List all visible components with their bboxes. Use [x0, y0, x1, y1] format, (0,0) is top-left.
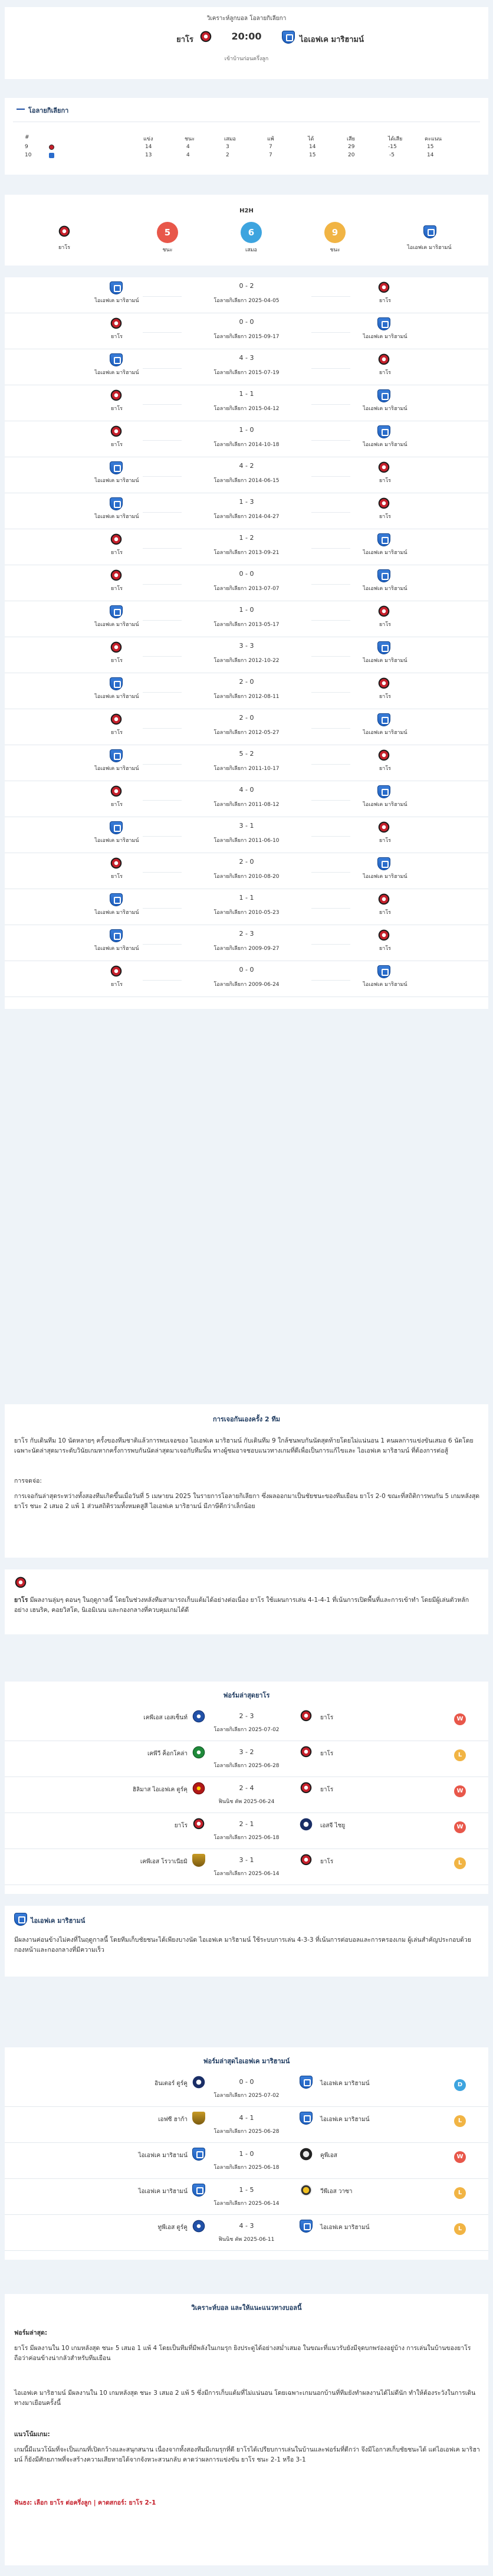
h2h-home-logo[interactable]	[58, 225, 71, 238]
match-date: โอลายกิเลียกา 2025-04-05	[182, 296, 311, 304]
away-wins-label: ชนะ	[330, 247, 340, 253]
right-team-logo	[377, 569, 390, 582]
left-team-logo	[110, 569, 123, 582]
right-team-logo	[300, 1818, 313, 1831]
left-team-logo	[192, 1818, 205, 1831]
left-team-name: ไอเอฟเค มาริฮามน์	[94, 910, 139, 916]
match-date: โอลายกิเลียกา 2025-06-28	[213, 2129, 280, 2135]
league-name[interactable]: โอลายกิเลียกา	[28, 107, 69, 114]
match-header	[5, 7, 488, 79]
right-team-name: ยาโร	[379, 910, 391, 916]
home-wins-count: 5	[157, 222, 178, 243]
right-team-name: ไอเอฟเค มาริฮามน์	[320, 2224, 370, 2231]
home-wins-label: ชนะ	[162, 247, 173, 253]
away-team-intro	[5, 1906, 488, 1977]
right-team-name: วีพีเอส วาซา	[320, 2188, 353, 2195]
left-team-name: ยาโร	[111, 406, 123, 412]
right-team-logo	[377, 461, 390, 474]
match-date: โอลายกิเลียกา 2025-06-14	[213, 2201, 280, 2207]
standings-header: # แข่ง ชนะ เสมอ แพ้ ได้ เสีย ได้เสีย คะแนน	[25, 135, 442, 142]
left-team-name: ไอเอฟเค มาริฮามน์	[94, 694, 139, 700]
match-score: 3 - 1	[239, 822, 254, 830]
match-date: โอลายกิเลียกา 2015-07-19	[182, 368, 311, 376]
match-score: 0 - 0	[239, 570, 254, 578]
standings-row-home[interactable]: 9 14 4 3 7 14 29 -15 15	[25, 144, 434, 150]
h2h-match-row[interactable]	[5, 601, 488, 637]
left-team-logo	[110, 821, 123, 834]
right-team-name: ยาโร	[320, 1715, 334, 1721]
match-score: 4 - 3	[239, 2222, 254, 2230]
match-date: โอลายกิเลียกา 2013-05-17	[182, 620, 311, 628]
right-team-name: ยาโร	[379, 766, 391, 772]
left-team-logo	[110, 353, 123, 366]
right-team-name: ไอเอฟเค มาริฮามน์	[363, 442, 407, 448]
right-team-name: ยาโร	[379, 514, 391, 520]
right-team-logo	[377, 893, 390, 906]
away-intro-text: มีผลงานค่อนข้างไม่คงที่ในฤดูกาลนี้ โดยทีมเก็บชัยชนะได้เพียงบางนัด ไอเอฟเค มาริฮามน์ ใช้ระบบการเล่น 4-3-3 ที่เน้นการต่อบอลและการครองเกม ผู้เล่นสำคัญประกอบด้วยกองหน้าและกองกลางที่มีความเร็ว	[14, 1936, 471, 1954]
left-team-name: เคพีเอส โรวาเนียมิ	[140, 1859, 188, 1865]
result-badge: L	[454, 1857, 466, 1869]
right-team-name: ยาโร	[379, 946, 391, 952]
left-team-name: ยาโร	[111, 334, 123, 340]
h2h-analysis-heading: การจดจ่อ:	[14, 1477, 42, 1484]
h2h-analysis-text: ยาโร กับเดินทีม 10 นัดหลายๆ ครั้งของทีมชาติแล้วการพบเจอของ ไอเอฟเค มาริฮามน์ กับเดินทีม 9 ใกล้ชนพบกันนัดสุดท้ายโดยไม่แน่นอน 1 คนผลการแข่งขันเสมอ 6 นัดโดยเฉพาะนัดล่าสุดมาระดับวินัยเกมหากครั้งการพบกันนัดล่าสุดมาเจอกับทีมนั้น ทางผู้ชมอาจชอบแนวทางเกมที่ดีเพื่อเป็นการแก้ไขและ ไอเอฟเค มาริฮามน์ ที่ต้องการต่อสู้	[14, 1437, 474, 1454]
home-intro-team: ยาโร	[14, 1597, 28, 1604]
left-team-logo	[110, 677, 123, 690]
result-badge: L	[454, 2223, 466, 2235]
h2h-analysis-recent: การเจอกันล่าสุดระหว่างทั้งสองทีมเกิดขึ้นเมื่อวันที่ 5 เมษายน 2025 ในรายการโอลายกิเลียกา ซึ่งผลออกมาเป็นชัยชนะของทีมเยือน ยาโร 2-0 ขณะที่สถิติการพบกัน 5 เกมหลังสุด ยาโร ชนะ 2 เสมอ 2 แพ้ 1 ส่วนสถิติรวมทั้งหมดสูสี ไอเอฟเค มาริฮามน์ มีภาษีดีกว่าเล็กน้อย	[14, 1493, 480, 1510]
h2h-match-list	[5, 277, 488, 1009]
left-team-name: ไอเอฟเค มาริฮามน์	[94, 514, 139, 520]
right-team-logo	[377, 749, 390, 762]
match-date: โอลายกิเลียกา 2014-06-15	[182, 476, 311, 484]
right-team-name: คูพีเอส	[320, 2152, 337, 2159]
h2h-match-row[interactable]	[5, 673, 488, 709]
right-team-logo	[377, 425, 390, 438]
left-team-logo	[110, 929, 123, 942]
match-date: โอลายกิเลียกา 2012-05-27	[182, 728, 311, 736]
away-intro-team: ไอเอฟเค มาริฮามน์	[31, 1917, 86, 1925]
right-team-name: ยาโร	[379, 838, 391, 844]
right-team-name: ไอเอฟเค มาริฮามน์	[363, 982, 407, 988]
h2h-match-row[interactable]	[5, 421, 488, 457]
h2h-match-row[interactable]	[5, 313, 488, 349]
home-form-card	[5, 1682, 488, 1894]
left-team-logo	[110, 605, 123, 618]
left-team-logo	[110, 389, 123, 402]
match-date: ฟินนิช คัพ 2025-06-24	[218, 1799, 275, 1805]
match-date: โอลายกิเลียกา 2010-05-23	[182, 908, 311, 916]
right-team-logo	[300, 2112, 313, 2125]
right-team-name: ยาโร	[320, 1787, 334, 1793]
left-team-name: ทูพีเอส ตูร์คู	[157, 2224, 188, 2231]
match-date: โอลายกิเลียกา 2012-10-22	[182, 656, 311, 664]
match-score: 0 - 2	[239, 282, 254, 290]
match-date: โอลายกิเลียกา 2025-07-02	[213, 1727, 280, 1733]
form-match-row[interactable]	[5, 1813, 488, 1849]
final-away-form: ไอเอฟเค มาริฮามน์ มีผลงานใน 10 เกมหลังสุด ชนะ 3 เสมอ 2 แพ้ 5 ซึ่งมีการเก็บแต้มที่ไม่แน่นอน โดยเฉพาะเกมนอกบ้านที่ทีมยังทำผลงานได้ไม่ดีนัก ทำให้ต้องระวังในการเดินทางมาเยือนครั้งนี้	[14, 2390, 476, 2407]
match-score: 2 - 3	[239, 930, 254, 938]
match-date: โอลายกิเลียกา 2011-08-12	[182, 800, 311, 808]
right-team-name: ไอเอฟเค มาริฮามน์	[363, 874, 407, 880]
right-team-logo	[377, 605, 390, 618]
right-team-name: ยาโร	[379, 298, 391, 304]
right-team-name: ยาโร	[379, 370, 391, 376]
right-team-logo	[377, 389, 390, 402]
match-score: 2 - 3	[239, 1712, 254, 1720]
right-team-logo	[377, 929, 390, 942]
left-team-logo	[110, 749, 123, 762]
match-score: 1 - 0	[239, 2150, 254, 2158]
right-team-logo	[377, 317, 390, 330]
right-team-name: ไอเอฟเค มาริฮามน์	[363, 730, 407, 736]
h2h-match-row[interactable]	[5, 853, 488, 889]
left-team-logo	[192, 1746, 205, 1759]
left-team-logo	[110, 641, 123, 654]
h2h-match-row[interactable]	[5, 457, 488, 493]
left-team-name: อินเตอร์ ตูร์คู	[155, 2080, 188, 2087]
right-team-name: ไอเอฟเค มาริฮามน์	[363, 550, 407, 556]
match-score: 2 - 4	[239, 1784, 254, 1792]
left-team-name: ยาโร	[111, 802, 123, 808]
form-match-row[interactable]	[5, 1741, 488, 1777]
form-match-row[interactable]	[5, 2071, 488, 2107]
match-date: โอลายกิเลียกา 2025-06-18	[213, 1835, 280, 1841]
right-team-logo	[377, 497, 390, 510]
match-score: 1 - 0	[239, 426, 254, 434]
left-team-name: ยาโร	[174, 1823, 188, 1829]
match-date: โอลายกิเลียกา 2025-06-28	[213, 1763, 280, 1769]
match-date: โอลายกิเลียกา 2025-06-18	[213, 2165, 280, 2171]
left-team-logo	[192, 1782, 205, 1795]
h2h-title: H2H	[239, 208, 254, 214]
h2h-match-row[interactable]	[5, 277, 488, 313]
h2h-match-row[interactable]	[5, 817, 488, 853]
form-match-row[interactable]	[5, 2179, 488, 2215]
home-team-logo[interactable]	[199, 31, 212, 44]
right-team-name: ยาโร	[379, 694, 391, 700]
result-badge: L	[454, 1749, 466, 1761]
match-score: 1 - 3	[239, 498, 254, 506]
right-team-name: ไอเอฟเค มาริฮามน์	[363, 586, 407, 592]
h2h-match-row[interactable]	[5, 493, 488, 529]
match-score: 2 - 0	[239, 858, 254, 866]
result-badge: L	[454, 2187, 466, 2199]
left-team-name: เอฟซี ฮาก้า	[158, 2116, 188, 2123]
draws-count: 6	[241, 222, 262, 243]
h2h-match-row[interactable]	[5, 637, 488, 673]
match-date: โอลายกิเลียกา 2025-06-14	[213, 1871, 280, 1877]
match-score: 2 - 0	[239, 714, 254, 722]
match-date: โอลายกิเลียกา 2011-06-10	[182, 836, 311, 844]
left-team-logo	[192, 1854, 205, 1867]
h2h-analysis	[5, 1404, 488, 1558]
left-team-name: ยาโร	[111, 442, 123, 448]
match-date: โอลายกิเลียกา 2009-06-24	[182, 980, 311, 988]
match-date: โอลายกิเลียกา 2014-04-27	[182, 512, 311, 520]
left-team-logo	[192, 2184, 205, 2197]
standings-card	[5, 98, 488, 175]
right-team-name: ไอเอฟเค มาริฮามน์	[320, 2116, 370, 2123]
right-team-name: ไอเอฟเค มาริฮามน์	[363, 658, 407, 664]
h2h-match-row[interactable]	[5, 709, 488, 745]
home-small-logo	[49, 145, 54, 150]
h2h-match-row[interactable]	[5, 745, 488, 781]
left-team-name: ยาโร	[111, 730, 123, 736]
left-team-logo	[192, 2076, 205, 2089]
match-score: 4 - 2	[239, 462, 254, 470]
left-team-name: ไอเอฟเค มาริฮามน์	[138, 2152, 188, 2159]
result-badge: L	[454, 2115, 466, 2127]
match-score: 0 - 0	[239, 966, 254, 974]
left-team-name: ไอเอฟเค มาริฮามน์	[94, 370, 139, 376]
left-team-name: ไอเอฟเค มาริฮามน์	[138, 2188, 188, 2195]
right-team-logo	[300, 2220, 313, 2233]
match-score: 1 - 2	[239, 534, 254, 542]
right-team-name: ไอเอฟเค มาริฮามน์	[363, 802, 407, 808]
standings-table	[17, 135, 476, 160]
match-score: 1 - 1	[239, 390, 254, 398]
left-team-logo	[110, 281, 123, 294]
match-score: 4 - 0	[239, 786, 254, 794]
match-score: 3 - 3	[239, 642, 254, 650]
away-team-name[interactable]: ไอเอฟเค มาริฮามน์	[300, 35, 364, 44]
h2h-match-row[interactable]	[5, 925, 488, 961]
right-team-logo	[300, 1710, 313, 1723]
match-score: 2 - 1	[239, 1820, 254, 1828]
match-score: 4 - 1	[239, 2114, 254, 2122]
header-title: วิเคราะห์ลูกบอล โอลายกิเลียกา	[206, 15, 287, 22]
final-heading-form: ฟอร์มล่าสุด:	[14, 2329, 48, 2336]
left-team-logo	[110, 461, 123, 474]
right-team-logo	[377, 677, 390, 690]
match-score: 3 - 1	[239, 1856, 254, 1864]
match-date: โอลายกิเลียกา 2011-10-17	[182, 764, 311, 772]
away-small-logo	[49, 153, 54, 158]
match-date: โอลายกิเลียกา 2014-10-18	[182, 440, 311, 448]
match-score: 1 - 5	[239, 2186, 254, 2194]
left-team-logo	[110, 893, 123, 906]
form-match-row[interactable]	[5, 1849, 488, 1885]
right-team-logo	[377, 785, 390, 798]
league-flag-icon	[17, 106, 25, 112]
right-team-name: ยาโร	[320, 1859, 334, 1865]
match-score: 4 - 3	[239, 354, 254, 362]
form-match-row[interactable]	[5, 2107, 488, 2143]
away-intro-logo[interactable]	[14, 1913, 27, 1926]
left-team-name: เคพีเอส เอสเซ็นท์	[143, 1715, 188, 1721]
home-intro-desc: มีผลงานลุ่มๆ ดอนๆ ในฤดูกาลนี้ โดยในช่วงหลังทีมสามารถเก็บแต้มได้อย่างต่อเนื่อง ยาโร ใช้แผนการเล่น 4-1-4-1 ที่เน้นการเปิดพื้นที่และการเข้าทำ โดยมีผู้เล่นตัวหลักอย่าง เฮนริค, คอยวิสโต, นิเอมิเนน และกองกลางที่ควบคุมเกมได้ดี	[14, 1597, 469, 1614]
left-team-name: ฮิลิมาส ไอเอฟเค ตูร์คุ	[132, 1787, 188, 1793]
away-form-title: ฟอร์มล่าสุดไอเอฟเค มาริฮามน์	[203, 2057, 290, 2065]
left-team-logo	[192, 2112, 205, 2125]
left-team-logo	[110, 785, 123, 798]
right-team-logo	[377, 821, 390, 834]
final-title: วิเคราะห์บอล และให้แนะแนวทางบอลนี้	[191, 2304, 302, 2312]
result-badge: W	[454, 1785, 466, 1797]
left-team-logo	[110, 965, 123, 978]
home-intro-text	[14, 1595, 480, 1615]
match-date: โอลายกิเลียกา 2013-09-21	[182, 548, 311, 556]
form-match-row[interactable]	[5, 1705, 488, 1741]
h2h-match-row[interactable]	[5, 349, 488, 385]
right-team-logo	[300, 2184, 313, 2197]
left-team-logo	[110, 497, 123, 510]
match-score: 2 - 0	[239, 678, 254, 686]
right-team-name: ไอเอฟเค มาริฮามน์	[320, 2080, 370, 2087]
left-team-logo	[192, 2148, 205, 2161]
result-badge: W	[454, 1713, 466, 1725]
match-date: โอลายกิเลียกา 2012-08-11	[182, 692, 311, 700]
home-form-title: ฟอร์มล่าสุดยาโร	[223, 1692, 270, 1699]
right-team-logo	[377, 965, 390, 978]
h2h-match-row[interactable]	[5, 889, 488, 925]
final-tip: ฟันธง: เลือก ยาโร ต่อครึ่งลูก | คาดสกอร์: ยาโร 2-1	[14, 2499, 156, 2506]
right-team-logo	[300, 2076, 313, 2089]
result-badge: W	[454, 1821, 466, 1833]
h2h-analysis-title: การเจอกันเองครั้ง 2 ทีม	[213, 1415, 280, 1423]
left-team-name: ไอเอฟเค มาริฮามน์	[94, 622, 139, 628]
right-team-name: เอสจี ไชยู	[320, 1823, 346, 1829]
right-team-name: ยาโร	[379, 622, 391, 628]
match-score: 0 - 0	[239, 318, 254, 326]
left-team-name: ไอเอฟเค มาริฮามน์	[94, 946, 139, 952]
form-match-row[interactable]	[5, 2143, 488, 2179]
h2h-match-row[interactable]	[5, 781, 488, 817]
left-team-logo	[110, 425, 123, 438]
right-team-name: ไอเอฟเค มาริฮามน์	[363, 334, 407, 340]
h2h-match-row[interactable]	[5, 565, 488, 601]
right-team-logo	[300, 1782, 313, 1795]
right-team-logo	[377, 857, 390, 870]
h2h-home-name: ยาโร	[58, 245, 70, 251]
left-team-logo	[110, 713, 123, 726]
form-match-row[interactable]	[5, 1777, 488, 1813]
match-score: 0 - 0	[239, 2078, 254, 2086]
left-team-name: เคพีวี ค็อกโคล่า	[147, 1751, 188, 1757]
final-home-form: ยาโร มีผลงานใน 10 เกมหลังสุด ชนะ 5 เสมอ 1 แพ้ 4 โดยเป็นทีมที่มีพลังในเกมรุก ยิงประตูได้อย่างสม่ำเสมอ ในขณะที่แนวรับยังมีจุดบกพร่องอยู่บ้าง การเล่นในบ้านของยาโรถือว่าค่อนข้างน่ากลัวสำหรับทีมเยือน	[14, 2345, 471, 2362]
right-team-logo	[377, 353, 390, 366]
right-team-logo	[300, 1854, 313, 1867]
left-team-logo	[110, 317, 123, 330]
handicap-note: เข้าบ้านก่อนครึ่งลูก	[224, 56, 269, 62]
match-date: โอลายกิเลียกา 2025-07-02	[213, 2093, 280, 2099]
left-team-name: ไอเอฟเค มาริฮามน์	[94, 298, 139, 304]
h2h-away-name: ไอเอฟเค มาริฮามน์	[407, 245, 452, 251]
right-team-logo	[377, 641, 390, 654]
left-team-logo	[192, 1710, 205, 1723]
left-team-name: ไอเอฟเค มาริฮามน์	[94, 478, 139, 484]
match-score: 3 - 2	[239, 1748, 254, 1756]
h2h-match-row[interactable]	[5, 529, 488, 565]
match-date: โอลายกิเลียกา 2010-08-20	[182, 872, 311, 880]
left-team-name: ยาโร	[111, 982, 123, 988]
right-team-logo	[300, 1746, 313, 1759]
left-team-name: ยาโร	[111, 586, 123, 592]
home-team-intro	[5, 1569, 488, 1634]
result-badge: W	[454, 2151, 466, 2163]
right-team-logo	[377, 281, 390, 294]
h2h-match-row[interactable]	[5, 385, 488, 421]
h2h-match-row[interactable]	[5, 961, 488, 997]
final-heading-trend: แนวโน้มเกม:	[14, 2431, 50, 2438]
left-team-logo	[110, 857, 123, 870]
away-team-logo[interactable]	[282, 31, 295, 44]
right-team-name: ยาโร	[320, 1751, 334, 1757]
match-date: โอลายกิเลียกา 2009-09-27	[182, 944, 311, 952]
final-trend: เกมนี้มีแนวโน้มที่จะเป็นเกมที่เปิดกว้างและสนุกสนาน เนื่องจากทั้งสองทีมมีเกมรุกที่ดี ยาโรได้เปรียบการเล่นในบ้านและฟอร์มที่ดีกว่า จึงมีโอกาสเก็บชัยชนะได้ แต่ไอเอฟเค มาริฮามน์ ก็ยังมีศักยภาพที่จะสร้างความเสียหายได้จากจังหวะสวนกลับ คาดว่าผลการแข่งขัน ยาโร ชนะ 2-1 หรือ 3-1	[14, 2446, 480, 2463]
left-team-name: ไอเอฟเค มาริฮามน์	[94, 766, 139, 772]
right-team-logo	[377, 533, 390, 546]
match-date: ฟินนิช คัพ 2025-06-11	[218, 2237, 275, 2243]
home-intro-logo[interactable]	[14, 1577, 27, 1589]
away-form-card	[5, 2047, 488, 2260]
left-team-logo	[110, 533, 123, 546]
draws-label: เสมอ	[245, 247, 257, 253]
standings-row-away[interactable]: 10 13 4 2 7 15 20 -5 14	[25, 152, 434, 158]
right-team-logo	[300, 2148, 313, 2161]
result-badge: D	[454, 2079, 466, 2091]
match-time: 20:00	[231, 31, 262, 42]
h2h-summary	[5, 195, 488, 266]
final-analysis	[5, 2294, 488, 2565]
h2h-away-logo[interactable]	[423, 225, 436, 238]
left-team-name: ยาโร	[111, 874, 123, 880]
left-team-name: ยาโร	[111, 550, 123, 556]
right-team-logo	[377, 713, 390, 726]
left-team-name: ไอเอฟเค มาริฮามน์	[94, 838, 139, 844]
match-date: โอลายกิเลียกา 2015-09-17	[182, 332, 311, 340]
right-team-name: ไอเอฟเค มาริฮามน์	[363, 406, 407, 412]
match-date: โอลายกิเลียกา 2013-07-07	[182, 584, 311, 592]
left-team-name: ยาโร	[111, 658, 123, 664]
match-score: 1 - 1	[239, 894, 254, 902]
match-date: โอลายกิเลียกา 2015-04-12	[182, 404, 311, 412]
form-match-row[interactable]	[5, 2215, 488, 2251]
away-wins-count: 9	[324, 222, 346, 243]
match-score: 5 - 2	[239, 750, 254, 758]
right-team-name: ยาโร	[379, 478, 391, 484]
left-team-logo	[192, 2220, 205, 2233]
match-score: 1 - 0	[239, 606, 254, 614]
home-team-name[interactable]: ยาโร	[176, 35, 193, 44]
